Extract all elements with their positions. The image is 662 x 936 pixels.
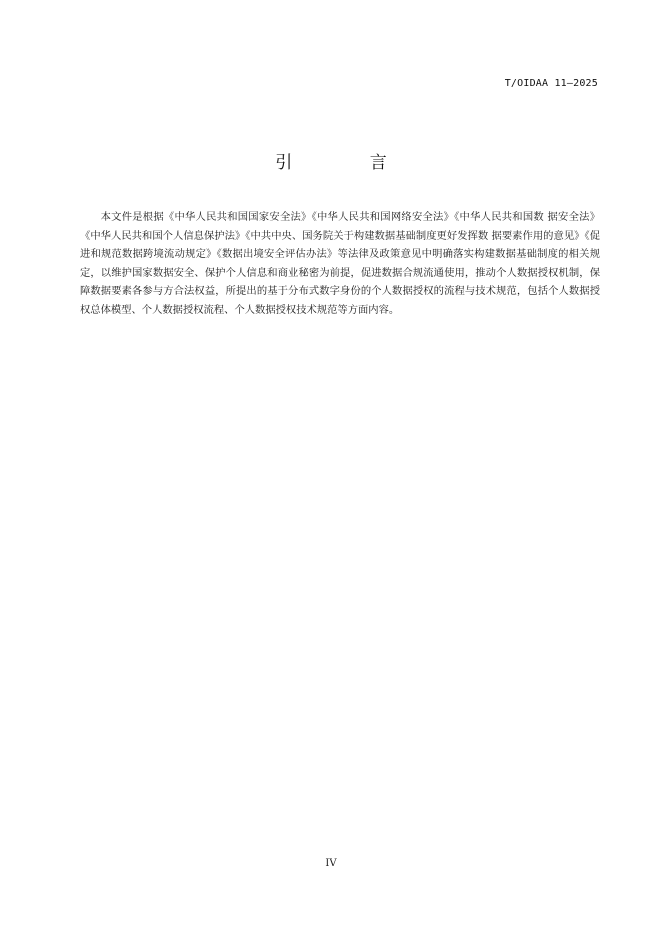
page-number: IV [325,858,337,869]
document-id: T/OIDAA 11—2025 [504,78,598,89]
body-paragraph: 本文件是根据《中华人民共和国国家安全法》《中华人民共和国网络安全法》《中华人民共和国数 据安全法》《中华人民共和国个人信息保护法》《中共中央、国务院关于构建数据基础制度更好发挥数 据要素作用的意见》《促进和规范数据跨境流动规定》《数据出境安全评估办法》等法律及政策意见中明确落实构建数据基础制度的相关规定，以维护国家数据安全、保护个人信息和商业秘密为前提，促进数据合规流通使用，推动个人数据授权机制，保障数据要素各参与方合法权益，所提出的基于分布式数字身份的个人数据授权的流程与技术规范，包括个人数据授权总体模型、个人数据授权流程、个人数据授权技术规范等方面内容。 [80,211,600,316]
section-title: 引 言 [275,153,423,173]
